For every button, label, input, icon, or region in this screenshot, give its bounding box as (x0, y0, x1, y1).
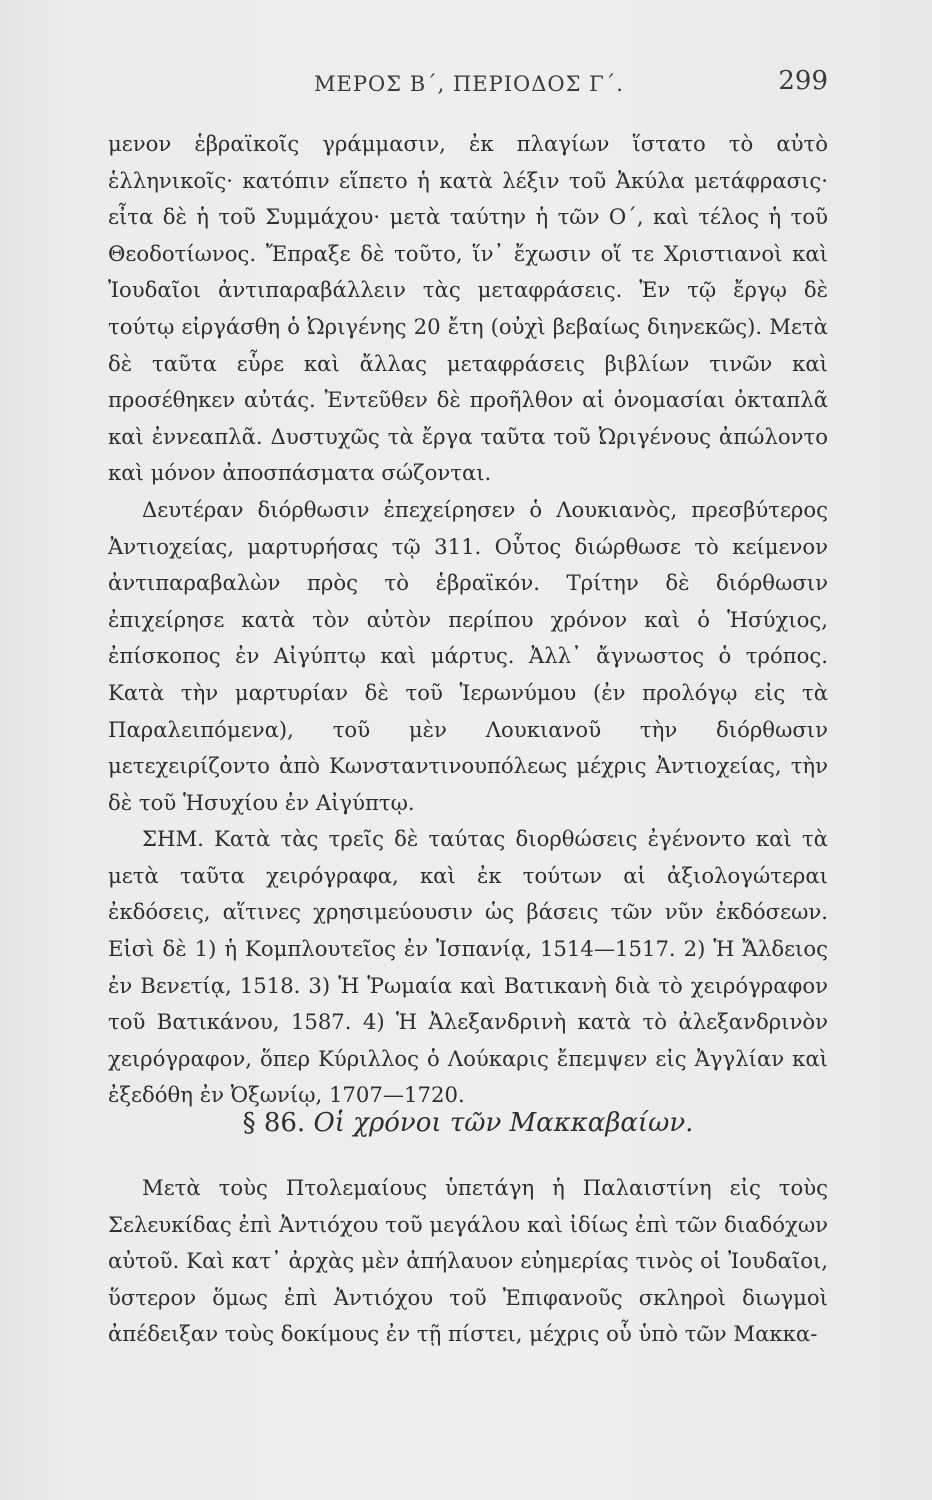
section-paragraph: Μετὰ τοὺς Πτολεμαίους ὑπετάγη ἡ Παλαιστίνη εἰς τοὺς Σελευκίδας ἐπὶ Ἀντιόχου τοῦ μεγάλου καὶ ἰδίως ἐπὶ τῶν διαδόχων αὐτοῦ. Καὶ κατ᾽ ἀρχὰς μὲν ἀπήλαυον εὐημερίας τινὸς οἱ Ἰουδαῖοι, ὕστερον ὅμως ἐπὶ Ἀντιόχου τοῦ Ἐπιφανοῦς σκληροὶ διωγμοὶ ἀπέδειξαν τοὺς δοκίμους ἐν τῇ πίστει, μέχρις οὗ ὑπὸ τῶν Μακκα- (108, 1175, 828, 1347)
paragraph-2: Δευτέραν διόρθωσιν ἐπεχείρησεν ὁ Λουκιανὸς, πρεσβύτερος Ἀντιοχείας, μαρτυρήσας τῷ 311. Οὗτος διώρθωσε τὸ κείμενον ἀντιπαραβαλὼν πρὸς τὸ ἑβραϊκόν. Τρίτην δὲ διόρθωσιν ἐπιχείρησε κατὰ τὸν αὐτὸν περίπου χρόνον καὶ ὁ Ἡσύχιος, ἐπίσκοπος ἐν Αἰγύπτῳ καὶ μάρτυς. Ἀλλ᾽ ἄγνωστος ὁ τρόπος. Κατὰ τὴν μαρτυρίαν δὲ τοῦ Ἱερωνύμου (ἐν προλόγῳ εἰς τὰ Παραλειπόμενα), τοῦ μὲν Λουκιανοῦ τὴν διόρθωσιν μετεχειρίζοντο ἀπὸ Κωνσταντινουπόλεως μέχρις Ἀντιοχείας, τὴν δὲ τοῦ Ἡσυχίου ἐν Αἰγύπτῳ. (108, 496, 828, 815)
section-text (108, 1170, 828, 1353)
section-title: Οἱ χρόνοι τῶν Μακκαβαίων. (313, 1108, 694, 1138)
section-number: § 86. (242, 1108, 306, 1138)
main-text (108, 126, 828, 1114)
page-number: 299 (778, 66, 828, 96)
paragraph-note: ΣΗΜ. Κατὰ τὰς τρεῖς δὲ ταύτας διορθώσεις ἐγένοντο καὶ τὰ μετὰ ταῦτα χειρόγραφα, καὶ ἐκ τούτων αἱ ἀξιολογώτεραι ἐκδόσεις, αἵτινες χρησιμεύουσιν ὡς βάσεις τῶν νῦν ἐκδόσεων. Εἰσὶ δὲ 1) ἡ Κομπλουτεῖος ἐν Ἱσπανίᾳ, 1514—1517. 2) Ἡ Ἄλδειος ἐν Βενετίᾳ, 1518. 3) Ἡ Ῥωμαία καὶ Βατικανὴ διὰ τὸ χειρόγραφον τοῦ Βατικάνου, 1587. 4) Ἡ Ἀλεξανδρινὴ κατὰ τὸ ἀλεξανδρινὸν χειρόγραφον, ὅπερ Κύριλλος ὁ Λούκαρις ἔπεμψεν εἰς Ἀγγλίαν καὶ ἐξεδόθη ἐν Ὀξωνίῳ, 1707—1720. (108, 826, 828, 1108)
running-head: ΜΕΡΟΣ Β΄, ΠΕΡΙΟΔΟΣ Γ΄. (314, 72, 624, 96)
page-header (108, 66, 828, 106)
section-heading (108, 1108, 828, 1138)
paragraph-1: μενον ἑβραϊκοῖς γράμμασιν, ἐκ πλαγίων ἵστατο τὸ αὐτὸ ἑλληνικοῖς· κατόπιν εἵπετο ἡ κατὰ λέξιν τοῦ Ἀκύλα μετάφρασις· εἶτα δὲ ἡ τοῦ Συμμάχου· μετὰ ταύτην ἡ τῶν Ο΄, καὶ τέλος ἡ τοῦ Θεοδοτίωνος. Ἔπραξε δὲ τοῦτο, ἵν᾽ ἔχωσιν οἵ τε Χριστιανοὶ καὶ Ἰουδαῖοι ἀντιπαραβάλλειν τὰς μεταφράσεις. Ἐν τῷ ἔργῳ δὲ τούτῳ εἰργάσθη ὁ Ὠριγένης 20 ἔτη (οὐχὶ βεβαίως διηνεκῶς). Μετὰ δὲ ταῦτα εὗρε καὶ ἄλλας μεταφράσεις βιβλίων τινῶν καὶ προσέθηκεν αὐτάς. Ἐντεῦθεν δὲ προῆλθον αἱ ὀνομασίαι ὀκταπλᾶ καὶ ἐννεαπλᾶ. Δυστυχῶς τὰ ἔργα ταῦτα τοῦ Ὠριγένους ἀπώλοντο καὶ μόνον ἀποσπάσματα σώζονται. (108, 131, 828, 486)
